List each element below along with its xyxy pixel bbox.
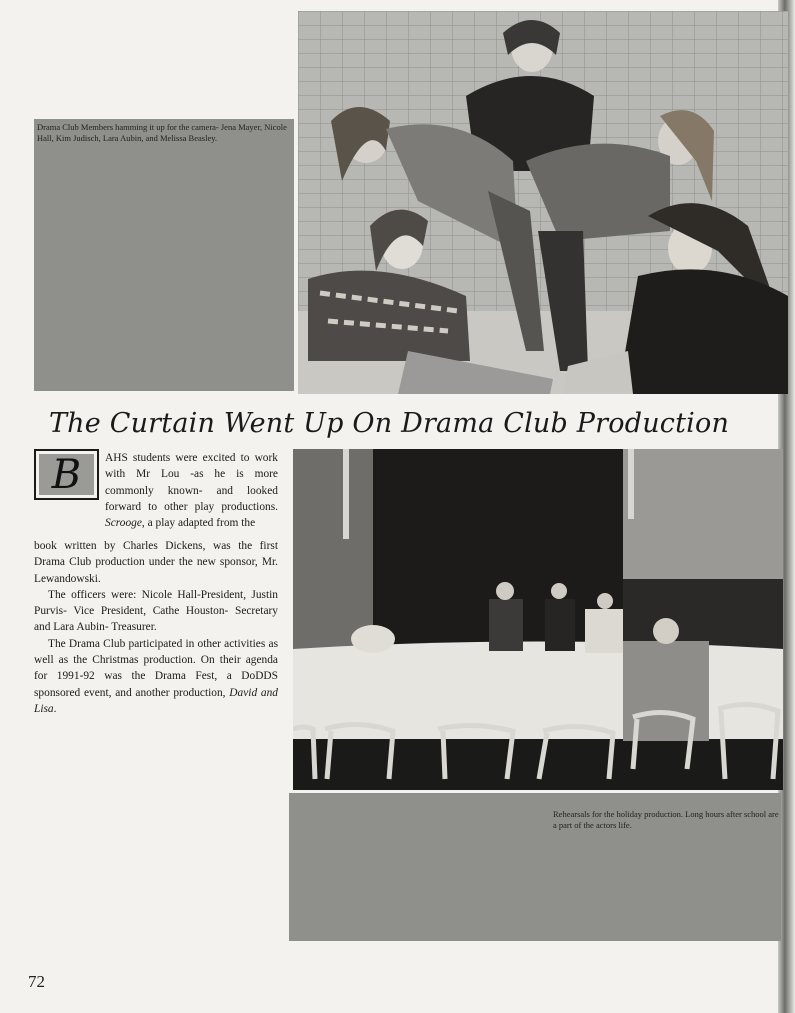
body-paragraph-3-text: The Drama Club participated in other activities as well as the Christmas production. On their agenda for 1991-92 was the Drama Fest, a DoDDS sponsored event, and another production, bbox=[34, 637, 278, 699]
body-text bbox=[34, 538, 278, 717]
bottom-caption: Rehearsals for the holiday production. Long hours after school are a part of the actors life. bbox=[553, 809, 779, 830]
page-number: 72 bbox=[28, 972, 45, 991]
body-paragraph-2: The officers were: Nicole Hall-President, Justin Purvis- Vice President, Cathe Houston- Secretary and Lara Aubin- Treasurer. bbox=[34, 588, 278, 634]
drop-cap bbox=[34, 449, 99, 500]
group-photo-image bbox=[298, 11, 788, 394]
body-paragraph-3 bbox=[34, 636, 278, 717]
body-lead-rest: , a play adapted from the bbox=[141, 517, 256, 530]
rehearsal-photo-image bbox=[293, 449, 783, 790]
body-paragraph-3-title: David and Lisa bbox=[34, 686, 278, 715]
top-caption: Drama Club Members hamming it up for the camera- Jena Mayer, Nicole Hall, Kim Judisch, Lara Aubin, and Melissa Beasley. bbox=[37, 122, 287, 143]
body-lead-title: Scrooge bbox=[105, 517, 142, 530]
rehearsal-photo bbox=[293, 449, 783, 790]
body-paragraph-1: book written by Charles Dickens, was the first Drama Club production under the new sponsor, Mr. Lewandowski. bbox=[34, 540, 278, 585]
headline: The Curtain Went Up On Drama Club Production bbox=[48, 408, 730, 439]
group-photo bbox=[298, 11, 788, 394]
top-caption-box bbox=[34, 119, 294, 391]
body-paragraph-3-end: . bbox=[53, 702, 57, 715]
body-lead-text: AHS students were excited to work with Mr Lou -as he is more commonly known- and looked forward to other play productions. bbox=[105, 452, 278, 513]
drop-cap-letter: B bbox=[39, 454, 94, 495]
body-lead bbox=[105, 450, 278, 531]
